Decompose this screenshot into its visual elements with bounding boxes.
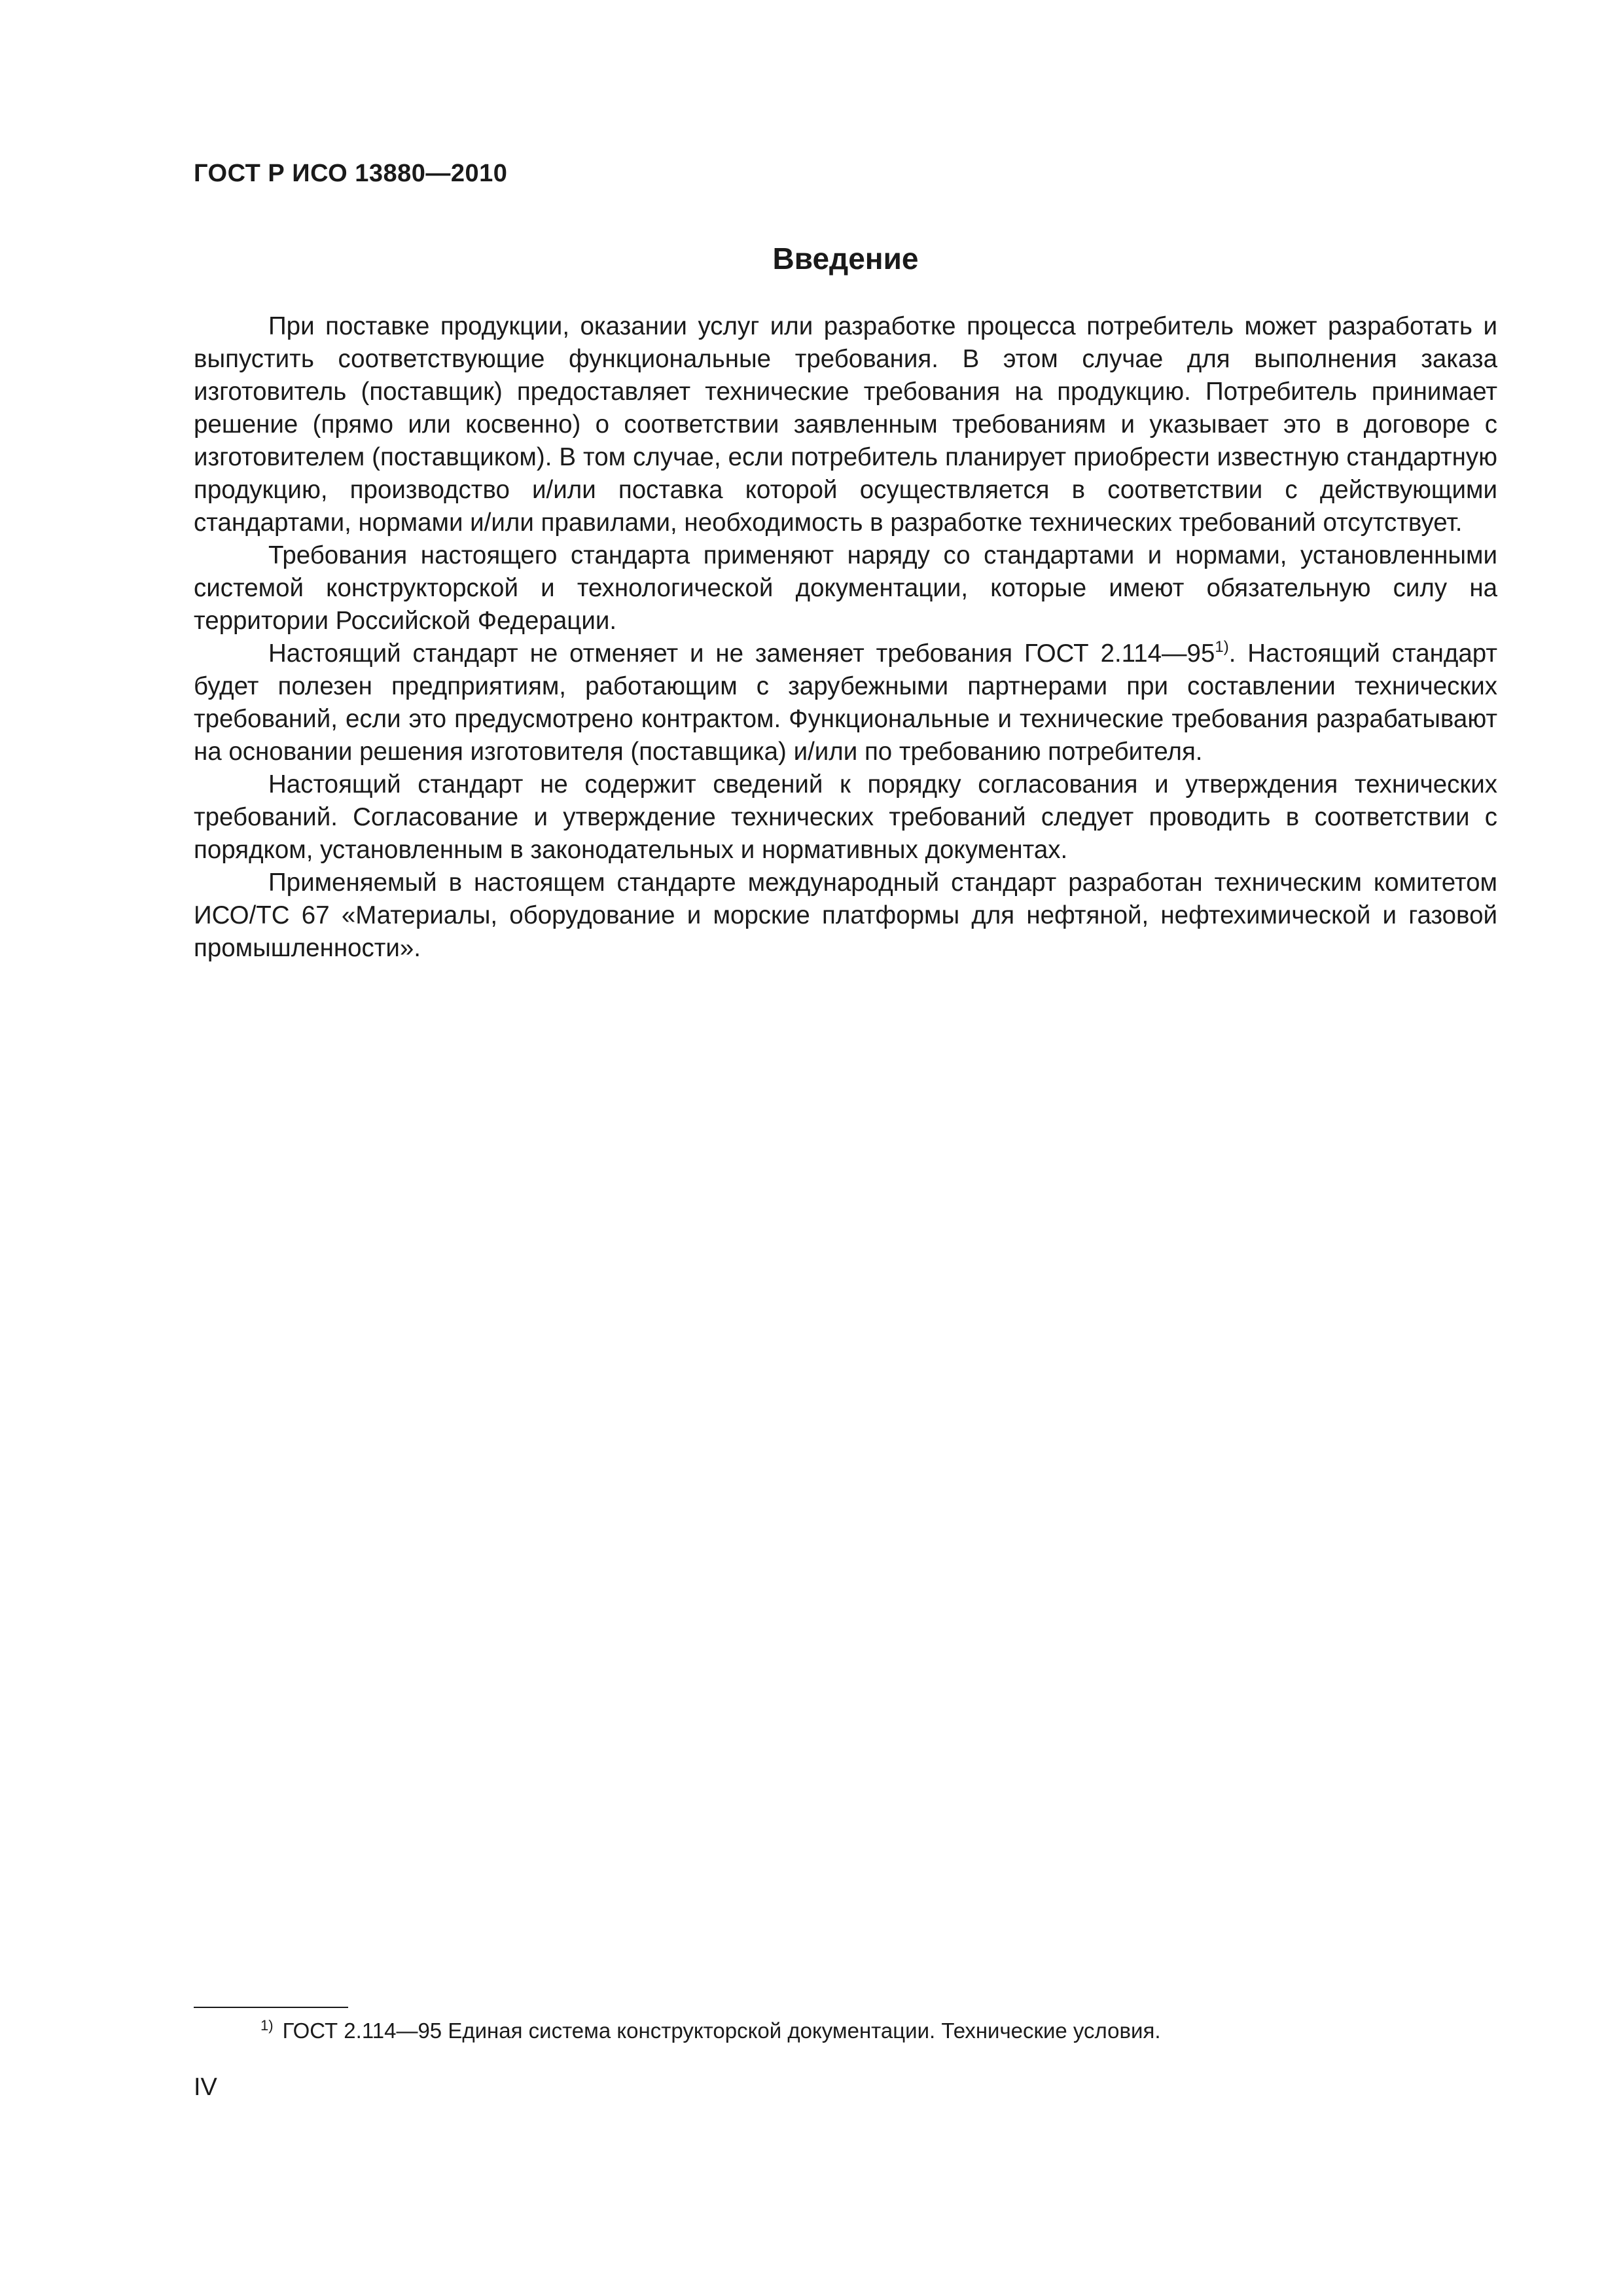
introduction-body xyxy=(194,310,1497,965)
paragraph-5: Применяемый в настоящем стандарте международный стандарт разработан техническим комитетом ИСО/ТС 67 «Материалы, оборудование и морские платформы для нефтяной, нефтехимической и газовой промышленности». xyxy=(194,869,1497,962)
footnote-divider xyxy=(194,2007,348,2008)
paragraph-3 xyxy=(194,637,1497,768)
footnote-text: ГОСТ 2.114—95 Единая система конструкторской документации. Технические условия. xyxy=(282,2018,1161,2043)
footnote-reference[interactable]: 1) xyxy=(1215,638,1229,656)
footnote-marker: 1) xyxy=(260,2017,274,2034)
paragraph-2: Требования настоящего стандарта применяют наряду со стандартами и нормами, установленными системой конструкторской и технологической документации, которые имеют обязательную силу на территории Российской Федерации. xyxy=(194,541,1497,635)
section-title: Введение xyxy=(772,242,919,276)
paragraph-1: При поставке продукции, оказании услуг или разработке процесса потребитель может разработать и выпустить соответствующие функциональные требования. В этом случае для выполнения заказа изготовитель (поставщик) предоставляет технические требования на продукцию. Потребитель принимает решение (прямо или косвенно) о соответствии заявленным требованиям и указывает это в договоре с изготовителем (поставщиком). В том случае, если потребитель планирует приобрести известную стандартную продукцию, производство и/или поставка которой осуществляется в соответствии с действующими стандартами, нормами и/или правилами, необходимость в разработке технических требований отсутствует. xyxy=(194,312,1497,537)
paragraph-3-text-before: Настоящий стандарт не отменяет и не заменяет требования ГОСТ 2.114—95 xyxy=(268,639,1215,668)
footnote xyxy=(260,2017,1161,2045)
paragraph-3-text-after: . Настоящий стандарт будет полезен предприятиям, работающим с зарубежными партнерами при составлении технических требований, если это предусмотрено контрактом. Функциональные и технические требования разрабатывают на основании решения изготовителя (поставщика) и/или по требованию потребителя. xyxy=(194,639,1498,766)
paragraph-4: Настоящий стандарт не содержит сведений к порядку согласования и утверждения технических требований. Согласование и утверждение технических требований следует проводить в соответствии с порядком, установленным в законодательных и нормативных документах. xyxy=(194,770,1497,864)
document-code-header: ГОСТ Р ИСО 13880—2010 xyxy=(194,160,508,187)
page-number: IV xyxy=(194,2073,217,2101)
